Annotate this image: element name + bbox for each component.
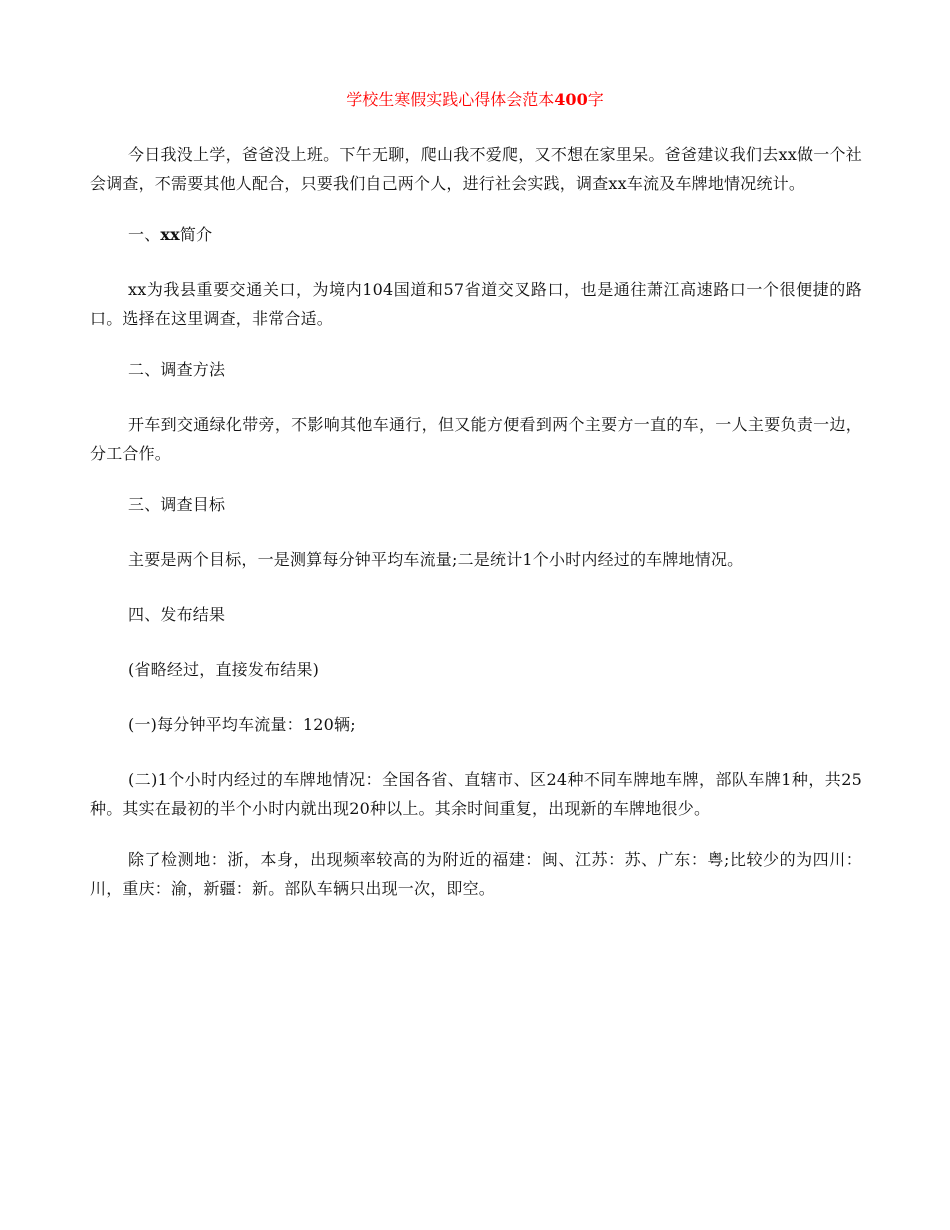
- paragraph-result-2: (二)1个小时内经过的车牌地情况：全国各省、直辖市、区24种不同车牌地车牌，部队车牌1种，共25种。其实在最初的半个小时内就出现20种以上。其余时间重复，出现新的车牌地很少。: [90, 770, 862, 818]
- title-prefix: 学校生寒假实践心得体会范本: [346, 90, 555, 109]
- paragraph-result-1: (一)每分钟平均车流量：120辆;: [128, 715, 356, 734]
- section-heading-1-prefix: 一、: [128, 225, 161, 244]
- paragraph-method: 开车到交通绿化带旁，不影响其他车通行，但又能方便看到两个主要方一直的车，一人主要负责一边，分工合作。: [90, 415, 862, 463]
- section-heading-1-bold: xx: [160, 225, 180, 244]
- title-number: 400: [554, 90, 588, 109]
- section-heading-2: 二、调查方法: [128, 360, 226, 379]
- document-title: [0, 88, 950, 112]
- section-heading-1: [90, 220, 862, 249]
- title-suffix: 字: [587, 90, 604, 109]
- paragraph-goals: 主要是两个目标，一是测算每分钟平均车流量;二是统计1个小时内经过的车牌地情况。: [128, 550, 744, 569]
- paragraph-intro: 今日我没上学，爸爸没上班。下午无聊，爬山我不爱爬，又不想在家里呆。爸爸建议我们去xx做一个社会调查，不需要其他人配合，只要我们自己两个人，进行社会实践，调查xx车流及车牌地情况统计。: [90, 145, 862, 193]
- section-heading-4: 四、发布结果: [128, 605, 226, 624]
- section-heading-1-suffix: 简介: [179, 225, 213, 244]
- paragraph-location: xx为我县重要交通关口，为境内104国道和57省道交叉路口，也是通往萧江高速路口一个很便捷的路口。选择在这里调查，非常合适。: [90, 280, 862, 328]
- paragraph-omitted: (省略经过，直接发布结果): [128, 660, 320, 679]
- paragraph-result-3: 除了检测地：浙，本身，出现频率较高的为附近的福建：闽、江苏：苏、广东：粤;比较少的为四川：川，重庆：渝，新疆：新。部队车辆只出现一次，即空。: [90, 850, 862, 898]
- section-heading-3: 三、调查目标: [128, 495, 226, 514]
- document-body: [90, 140, 862, 925]
